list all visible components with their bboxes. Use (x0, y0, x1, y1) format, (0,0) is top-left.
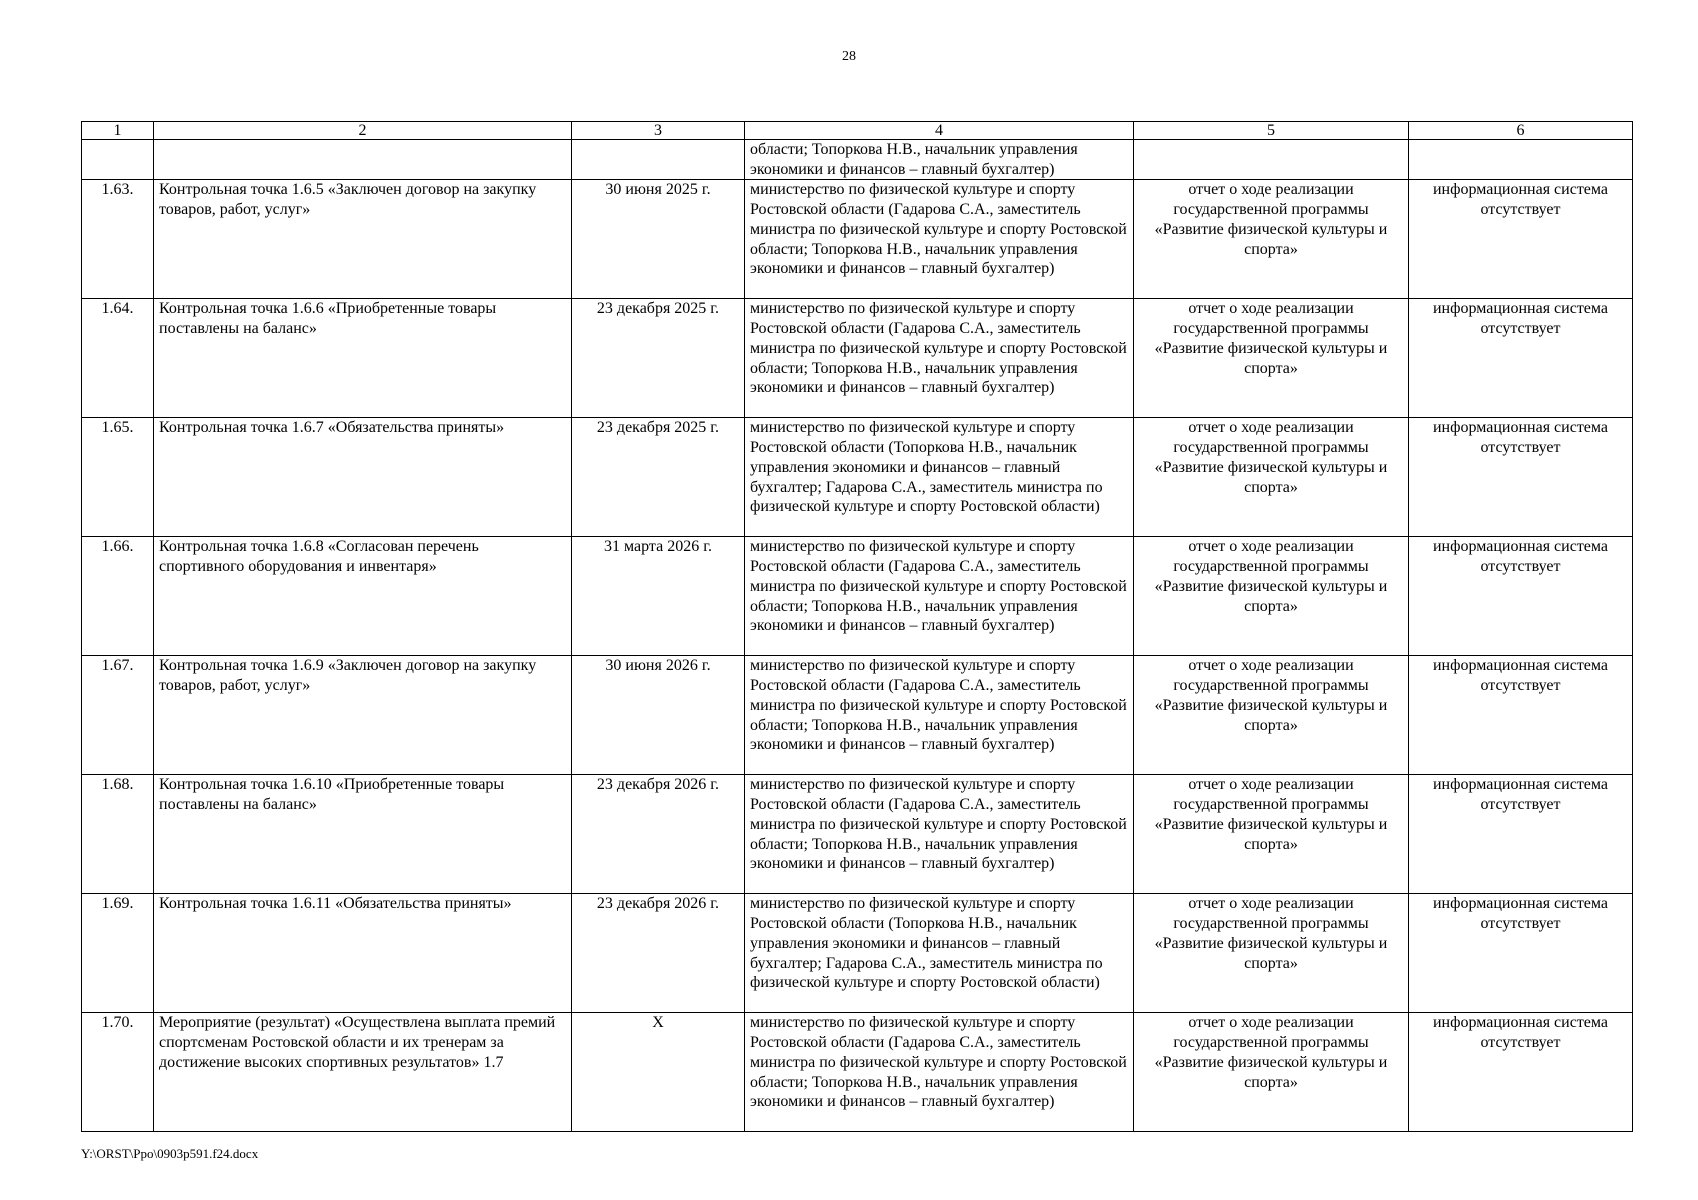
row-date: 23 декабря 2026 г. (572, 894, 745, 1013)
row-responsible: министерство по физической культуре и спорту Ростовской области (Гадарова С.А., заместитель министра по физической культуре и спорту Ростовской области; Топоркова Н.В., начальник управления экономики и финансов – главный бухгалтер) (745, 299, 1134, 418)
row-document: отчет о ходе реализации государственной программы «Развитие физической культуры и спорта» (1134, 1013, 1409, 1132)
table-row (82, 418, 1633, 537)
continuation-cell-1 (82, 140, 154, 180)
header-col-3: 3 (572, 122, 745, 140)
row-name: Контрольная точка 1.6.11 «Обязательства приняты» (154, 894, 572, 1013)
table-row (82, 299, 1633, 418)
row-number: 1.67. (82, 656, 154, 775)
header-col-1: 1 (82, 122, 154, 140)
file-path-footer: Y:\ORST\Ppo\0903p591.f24.docx (81, 1146, 259, 1161)
row-info-system: информационная система отсутствует (1409, 894, 1633, 1013)
row-document: отчет о ходе реализации государственной программы «Развитие физической культуры и спорта» (1134, 418, 1409, 537)
table-row (82, 894, 1633, 1013)
continuation-cell-2 (154, 140, 572, 180)
row-responsible: министерство по физической культуре и спорту Ростовской области (Топоркова Н.В., начальник управления экономики и финансов – главный бухгалтер; Гадарова С.А., заместитель министра по физической культуре и спорту Ростовской области) (745, 894, 1134, 1013)
row-info-system: информационная система отсутствует (1409, 299, 1633, 418)
header-col-5: 5 (1134, 122, 1409, 140)
row-name: Контрольная точка 1.6.9 «Заключен договор на закупку товаров, работ, услуг» (154, 656, 572, 775)
row-number: 1.69. (82, 894, 154, 1013)
row-date: 23 декабря 2025 г. (572, 299, 745, 418)
row-date: 30 июня 2026 г. (572, 656, 745, 775)
row-document: отчет о ходе реализации государственной программы «Развитие физической культуры и спорта» (1134, 775, 1409, 894)
table-row (82, 775, 1633, 894)
row-responsible: министерство по физической культуре и спорту Ростовской области (Гадарова С.А., заместитель министра по физической культуре и спорту Ростовской области; Топоркова Н.В., начальник управления экономики и финансов – главный бухгалтер) (745, 180, 1134, 299)
row-number: 1.65. (82, 418, 154, 537)
row-document: отчет о ходе реализации государственной программы «Развитие физической культуры и спорта» (1134, 894, 1409, 1013)
row-info-system: информационная система отсутствует (1409, 656, 1633, 775)
row-responsible: министерство по физической культуре и спорту Ростовской области (Гадарова С.А., заместитель министра по физической культуре и спорту Ростовской области; Топоркова Н.В., начальник управления экономики и финансов – главный бухгалтер) (745, 775, 1134, 894)
table-row (82, 180, 1633, 299)
continuation-cell-5 (1134, 140, 1409, 180)
row-name: Мероприятие (результат) «Осуществлена выплата премий спортсменам Ростовской области и их тренерам за достижение высоких спортивных результатов» 1.7 (154, 1013, 572, 1132)
header-col-2: 2 (154, 122, 572, 140)
header-col-4: 4 (745, 122, 1134, 140)
row-document: отчет о ходе реализации государственной программы «Развитие физической культуры и спорта» (1134, 180, 1409, 299)
continuation-cell-6 (1409, 140, 1633, 180)
header-row (82, 122, 1633, 140)
row-document: отчет о ходе реализации государственной программы «Развитие физической культуры и спорта» (1134, 537, 1409, 656)
table-row (82, 1013, 1633, 1132)
table-row (82, 537, 1633, 656)
row-responsible: министерство по физической культуре и спорту Ростовской области (Гадарова С.А., заместитель министра по физической культуре и спорту Ростовской области; Топоркова Н.В., начальник управления экономики и финансов – главный бухгалтер) (745, 656, 1134, 775)
row-number: 1.68. (82, 775, 154, 894)
row-info-system: информационная система отсутствует (1409, 775, 1633, 894)
row-info-system: информационная система отсутствует (1409, 537, 1633, 656)
table-row (82, 656, 1633, 775)
header-col-6: 6 (1409, 122, 1633, 140)
page-number: 28 (842, 49, 856, 64)
row-number: 1.64. (82, 299, 154, 418)
row-name: Контрольная точка 1.6.10 «Приобретенные товары поставлены на баланс» (154, 775, 572, 894)
row-name: Контрольная точка 1.6.6 «Приобретенные товары поставлены на баланс» (154, 299, 572, 418)
row-date: 30 июня 2025 г. (572, 180, 745, 299)
row-document: отчет о ходе реализации государственной программы «Развитие физической культуры и спорта» (1134, 656, 1409, 775)
row-document: отчет о ходе реализации государственной программы «Развитие физической культуры и спорта» (1134, 299, 1409, 418)
continuation-row (82, 140, 1633, 180)
row-info-system: информационная система отсутствует (1409, 1013, 1633, 1132)
row-responsible: министерство по физической культуре и спорту Ростовской области (Гадарова С.А., заместитель министра по физической культуре и спорту Ростовской области; Топоркова Н.В., начальник управления экономики и финансов – главный бухгалтер) (745, 1013, 1134, 1132)
continuation-cell-3 (572, 140, 745, 180)
row-name: Контрольная точка 1.6.8 «Согласован перечень спортивного оборудования и инвентаря» (154, 537, 572, 656)
row-name: Контрольная точка 1.6.7 «Обязательства приняты» (154, 418, 572, 537)
row-number: 1.63. (82, 180, 154, 299)
plan-table (81, 121, 1633, 1132)
row-info-system: информационная система отсутствует (1409, 418, 1633, 537)
row-name: Контрольная точка 1.6.5 «Заключен договор на закупку товаров, работ, услуг» (154, 180, 572, 299)
row-responsible: министерство по физической культуре и спорту Ростовской области (Топоркова Н.В., начальник управления экономики и финансов – главный бухгалтер; Гадарова С.А., заместитель министра по физической культуре и спорту Ростовской области) (745, 418, 1134, 537)
row-date: 31 марта 2026 г. (572, 537, 745, 656)
row-date: 23 декабря 2026 г. (572, 775, 745, 894)
row-number: 1.66. (82, 537, 154, 656)
continuation-responsible: области; Топоркова Н.В., начальник управления экономики и финансов – главный бухгалтер) (745, 140, 1134, 180)
row-number: 1.70. (82, 1013, 154, 1132)
row-date: X (572, 1013, 745, 1132)
row-responsible: министерство по физической культуре и спорту Ростовской области (Гадарова С.А., заместитель министра по физической культуре и спорту Ростовской области; Топоркова Н.В., начальник управления экономики и финансов – главный бухгалтер) (745, 537, 1134, 656)
row-date: 23 декабря 2025 г. (572, 418, 745, 537)
row-info-system: информационная система отсутствует (1409, 180, 1633, 299)
